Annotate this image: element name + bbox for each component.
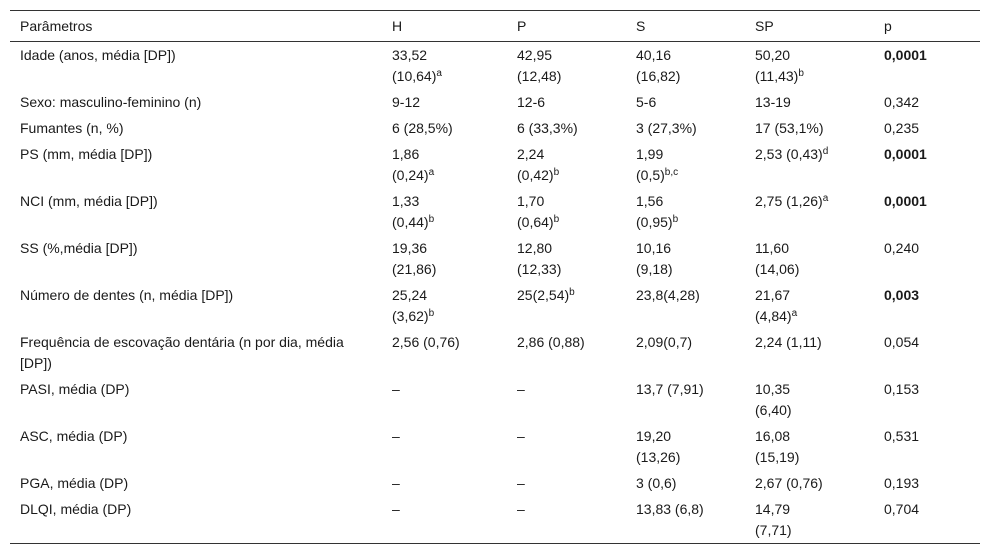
cell-parametro: PGA, média (DP) [20,475,129,491]
cell-value: 6 (33,3%) [517,120,578,136]
footnote-marker: b [569,287,575,298]
cell-value: 3 (0,6) [636,475,677,491]
footnote-marker: b [428,308,435,319]
cell-h [382,423,507,470]
cell-value: 25(2,54) [517,287,570,303]
cell-p [507,282,626,329]
table-row [10,470,980,496]
cell-value: (15,19) [755,449,800,465]
cell-value: 6 (28,5%) [392,120,453,136]
cell-value: (4,84) [755,308,792,324]
cell-value: (12,48) [517,68,562,84]
header-h: H [392,18,403,34]
cell-value: 3 (27,3%) [636,120,697,136]
cell-h [382,188,507,235]
cell-p-value: 0,235 [884,120,920,136]
cell-value: 13,83 (6,8) [636,501,704,517]
cell-value: (6,40) [755,402,792,418]
cell-p [507,470,626,496]
cell-s [626,470,745,496]
footnote-marker: b [798,68,804,79]
footnote-marker: b [672,214,679,225]
header-sp: SP [755,18,774,34]
table-row [10,42,980,90]
cell-value: 1,56 [636,193,664,209]
cell-value: 2,86 (0,88) [517,334,585,350]
cell-p-value: 0,003 [884,287,920,303]
cell-value: 1,70 [517,193,545,209]
footnote-marker: b [553,167,560,178]
cell-sp [745,423,874,470]
cell-parametro: Sexo: masculino-feminino (n) [20,94,202,110]
cell-sp [745,470,874,496]
cell-value: – [392,501,400,517]
cell-p [507,329,626,376]
cell-value: (16,82) [636,68,681,84]
cell-value: 42,95 [517,47,553,63]
cell-parametro: Idade (anos, média [DP]) [20,47,176,63]
cell-value: (0,95) [636,214,673,230]
table-row [10,141,980,188]
cell-value: 23,8(4,28) [636,287,700,303]
cell-sp [745,115,874,141]
footnote-marker: a [436,68,442,79]
cell-h [382,470,507,496]
cell-value: 10,35 [755,381,791,397]
cell-value: (0,42) [517,167,554,183]
cell-sp [745,329,874,376]
cell-value: – [392,475,400,491]
cell-value: – [517,381,525,397]
cell-value: 13-19 [755,94,791,110]
cell-p [507,115,626,141]
cell-value: 14,79 [755,501,791,517]
cell-value: (0,44) [392,214,429,230]
cell-p-value: 0,054 [884,334,920,350]
header-parametros: Parâmetros [20,18,93,34]
cell-sp [745,496,874,544]
cell-value: 1,33 [392,193,420,209]
cell-parametro: Fumantes (n, %) [20,120,124,136]
cell-value: (3,62) [392,308,429,324]
cell-p-value: 0,193 [884,475,920,491]
footnote-marker: d [822,146,829,157]
cell-p [507,42,626,90]
cell-value: (7,71) [755,522,792,538]
cell-value: 2,24 (1,11) [755,334,822,350]
cell-value: 25,24 [392,287,428,303]
cell-sp [745,188,874,235]
cell-h [382,89,507,115]
cell-value: 13,7 (7,91) [636,381,704,397]
table-row [10,423,980,470]
cell-value: (0,24) [392,167,429,183]
cell-h [382,376,507,423]
cell-p-value: 0,240 [884,240,920,256]
header-s: S [636,18,646,34]
cell-value: – [517,428,525,444]
cell-p [507,188,626,235]
cell-value: 2,67 (0,76) [755,475,823,491]
cell-h [382,141,507,188]
cell-p [507,235,626,282]
table-row [10,282,980,329]
header-p-value: p [884,18,892,34]
cell-parametro: ASC, média (DP) [20,428,128,444]
table-row [10,235,980,282]
table-row [10,376,980,423]
cell-p-value: 0,0001 [884,47,927,63]
cell-parametro: PS (mm, média [DP]) [20,146,153,162]
cell-p-value: 0,342 [884,94,920,110]
cell-value: – [517,475,525,491]
cell-p [507,141,626,188]
cell-sp [745,89,874,115]
cell-value: (21,86) [392,261,437,277]
cell-value: 10,16 [636,240,672,256]
cell-value: (0,64) [517,214,554,230]
cell-h [382,496,507,544]
table-body [10,42,980,544]
cell-value: (10,64) [392,68,437,84]
cell-value: 11,60 [755,240,789,256]
cell-value: – [517,501,525,517]
footnote-marker: b [428,214,435,225]
cell-sp [745,282,874,329]
cell-p [507,376,626,423]
cell-value: (9,18) [636,261,673,277]
cell-value: 21,67 [755,287,791,303]
cell-parametro: PASI, média (DP) [20,381,130,397]
footnote-marker: b,c [664,167,679,178]
cell-value: 9-12 [392,94,421,110]
cell-s [626,235,745,282]
cell-value: (0,5) [636,167,665,183]
cell-value: 12-6 [517,94,546,110]
cell-value: 12,80 [517,240,553,256]
cell-value: 19,36 [392,240,428,256]
cell-parametro: Frequência de escovação dentária (n por dia, média [DP]) [20,334,344,371]
cell-parametro: NCI (mm, média [DP]) [20,193,158,209]
table-row [10,89,980,115]
cell-h [382,282,507,329]
cell-sp [745,235,874,282]
cell-p-value: 0,0001 [884,146,927,162]
header-p: P [517,18,527,34]
cell-s [626,423,745,470]
table-row [10,115,980,141]
cell-s [626,89,745,115]
cell-p-value: 0,531 [884,428,920,444]
cell-s [626,115,745,141]
cell-value: 1,86 [392,146,420,162]
cell-s [626,282,745,329]
cell-value: 40,16 [636,47,672,63]
cell-p [507,496,626,544]
cell-value: 33,52 [392,47,428,63]
cell-value: (11,43) [755,68,799,84]
cell-parametro: Número de dentes (n, média [DP]) [20,287,234,303]
cell-value: 50,20 [755,47,791,63]
cell-p [507,423,626,470]
cell-p-value: 0,704 [884,501,920,517]
data-table [10,10,980,544]
cell-value: 2,56 (0,76) [392,334,460,350]
cell-value: – [392,381,400,397]
cell-s [626,376,745,423]
table-header [10,11,980,42]
cell-value: 16,08 [755,428,791,444]
cell-p-value: 0,0001 [884,193,927,209]
table-row [10,329,980,376]
footnote-marker: a [791,308,798,319]
table-row [10,188,980,235]
cell-sp [745,42,874,90]
cell-parametro: SS (%,média [DP]) [20,240,138,256]
cell-s [626,141,745,188]
cell-s [626,329,745,376]
cell-p-value: 0,153 [884,381,920,397]
cell-value: 5-6 [636,94,657,110]
cell-p [507,89,626,115]
cell-s [626,42,745,90]
cell-sp [745,141,874,188]
cell-value: (12,33) [517,261,562,277]
cell-value: 1,99 [636,146,664,162]
cell-s [626,188,745,235]
cell-value: (14,06) [755,261,800,277]
cell-value: (13,26) [636,449,681,465]
cell-h [382,42,507,90]
cell-value: 19,20 [636,428,672,444]
table-row [10,496,980,544]
cell-value: 2,24 [517,146,545,162]
header-row [10,11,980,42]
cell-sp [745,376,874,423]
footnote-marker: a [428,167,435,178]
data-table-container [10,10,980,544]
cell-value: – [392,428,400,444]
cell-value: 2,75 (1,26) [755,193,823,209]
cell-h [382,235,507,282]
cell-value: 2,09(0,7) [636,334,693,350]
footnote-marker: a [822,193,829,204]
cell-h [382,115,507,141]
cell-h [382,329,507,376]
cell-s [626,496,745,544]
cell-value: 2,53 (0,43) [755,146,823,162]
cell-parametro: DLQI, média (DP) [20,501,132,517]
cell-value: 17 (53,1%) [755,120,824,136]
footnote-marker: b [553,214,560,225]
